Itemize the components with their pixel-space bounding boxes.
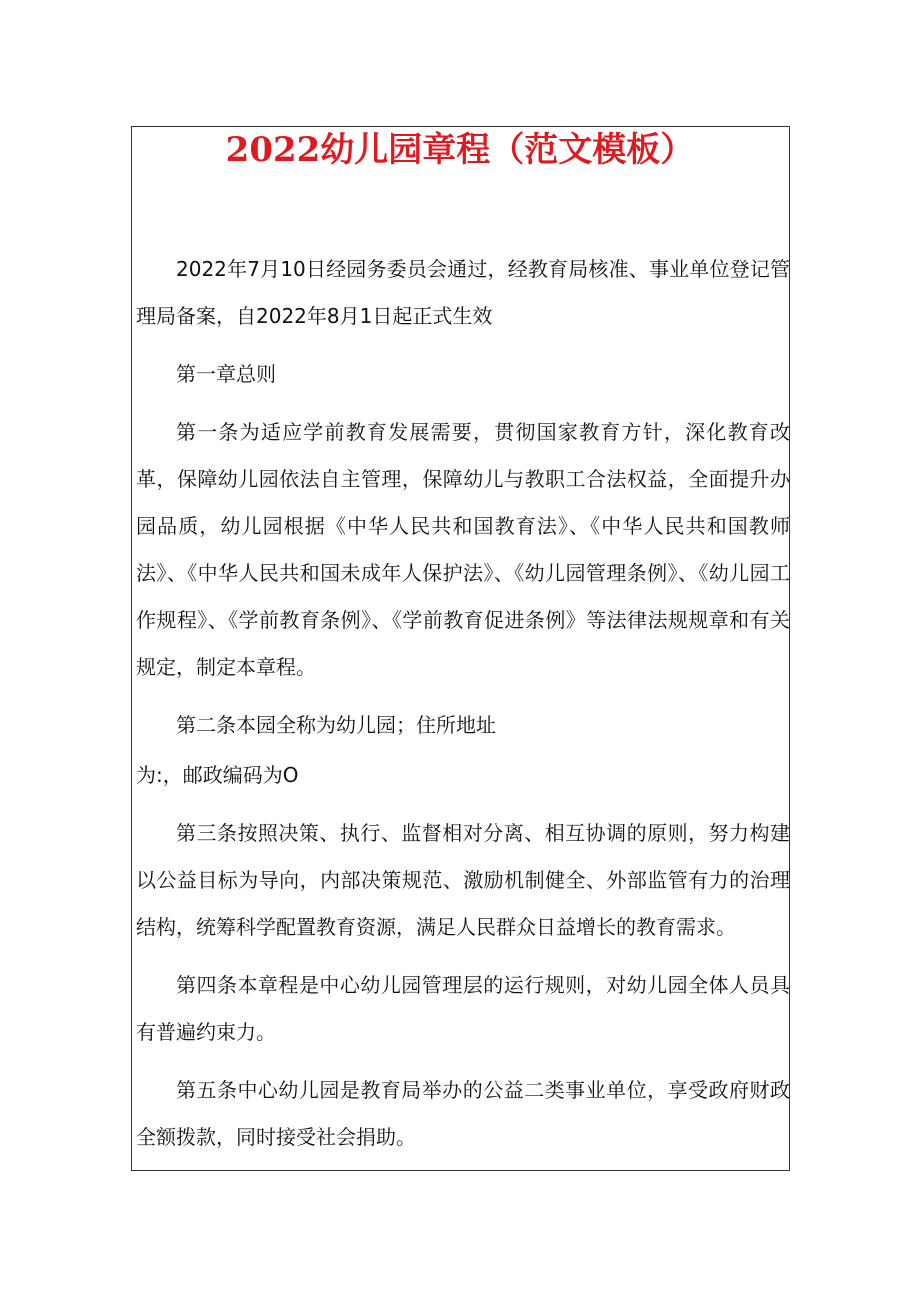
document-title: 2022幼儿园章程（范文模板） [225, 130, 695, 170]
article-2-continuation: 为:，邮政编码为O [136, 763, 299, 787]
article-2-paragraph: 第二条本园全称为幼儿园；住所地址 [176, 713, 496, 737]
document-body [136, 246, 790, 1172]
article-1-paragraph: 第一条为适应学前教育发展需要，贯彻国家教育方针，深化教育改革，保障幼儿园依法自主管理，保障幼儿与教职工合法权益，全面提升办园品质，幼儿园根据《中华人民共和国教育法》、《中华人民共和国教师法》、《中华人民共和国未成年人保护法》、《幼儿园管理条例》、《幼儿园工作规程》、《学前教育条例》、《学前教育促进条例》等法律法规规章和有关规定，制定本章程。 [136, 420, 790, 679]
chapter-heading: 第一章总则 [176, 362, 276, 386]
effective-date-paragraph: 2022年7月10日经园务委员会通过，经教育局核准、事业单位登记管理局备案，自2022年8月1日起正式生效 [136, 257, 790, 328]
article-3-paragraph: 第三条按照决策、执行、监督相对分离、相互协调的原则，努力构建以公益目标为导向，内部决策规范、激励机制健全、外部监管有力的治理结构，统筹科学配置教育资源，满足人民群众日益增长的教育需求。 [136, 821, 790, 939]
article-4-paragraph: 第四条本章程是中心幼儿园管理层的运行规则，对幼儿园全体人员具有普遍约束力。 [136, 973, 790, 1044]
article-5-paragraph: 第五条中心幼儿园是教育局举办的公益二类事业单位，享受政府财政全额拨款，同时接受社会捐助。 [136, 1078, 790, 1149]
